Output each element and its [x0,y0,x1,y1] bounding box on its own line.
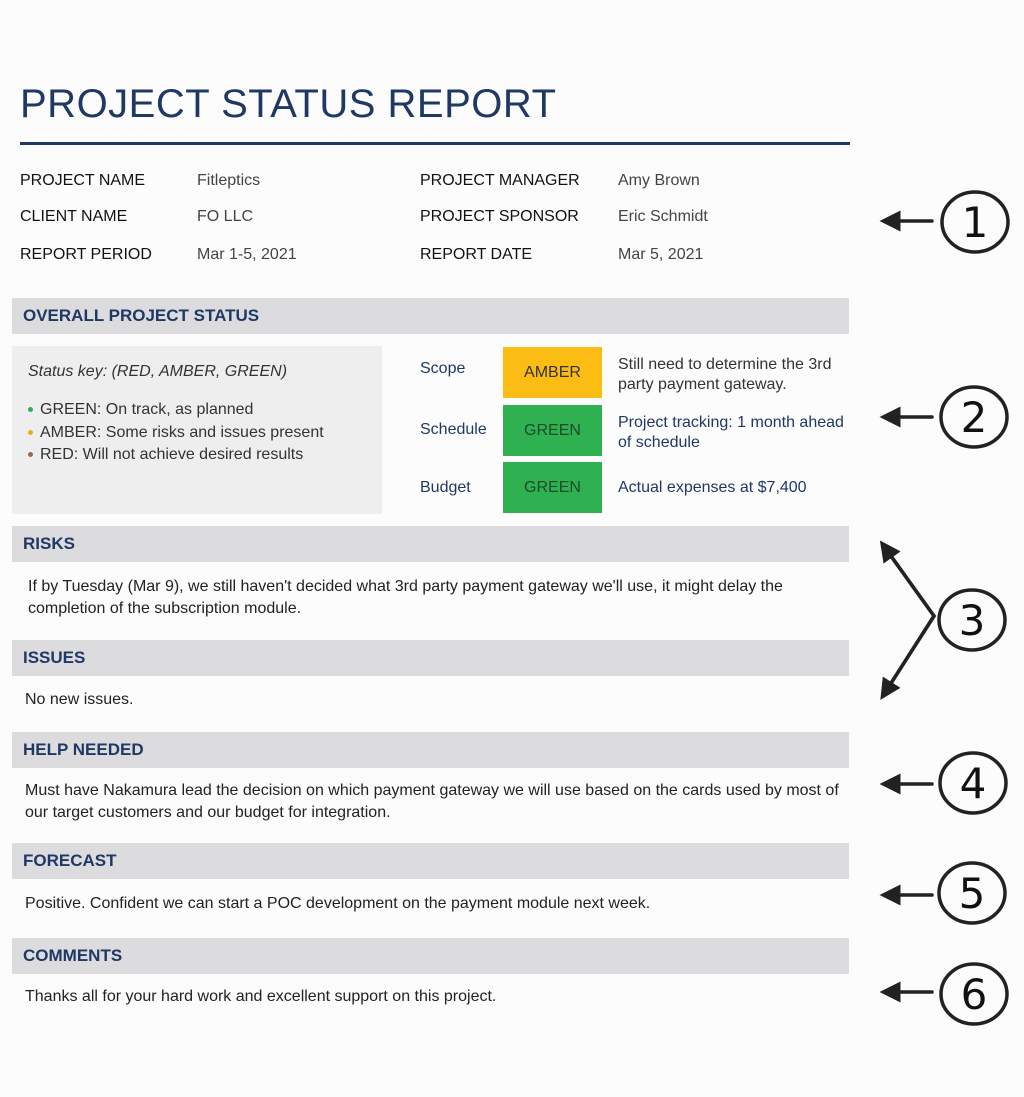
status-key-title: Status key: (RED, AMBER, GREEN) [28,363,288,380]
issues-header: ISSUES [12,640,849,676]
report-period-label: REPORT PERIOD [20,246,152,263]
issues-text: No new issues. [25,691,134,708]
project-sponsor-value: Eric Schmidt [618,208,708,225]
key-item-amber: AMBER: Some risks and issues present [28,422,366,445]
annotation-number-1: 1 [961,198,989,247]
key-item-red: RED: Will not achieve desired results [28,444,366,467]
budget-description: Actual expenses at $7,400 [618,479,807,496]
annotation-number-2: 2 [960,393,988,442]
schedule-label: Schedule [420,421,487,438]
scope-description: Still need to determine the 3rd party payment gateway. [618,356,832,393]
annotation-number-6: 6 [960,970,988,1019]
annotation-number-3: 3 [958,596,986,645]
report-period-value: Mar 1-5, 2021 [197,246,297,263]
report-date-label: REPORT DATE [420,246,533,263]
client-name-value: FO LLC [197,208,254,225]
key-item-green: GREEN: On track, as planned [28,399,366,422]
schedule-description: Project tracking: 1 month ahead of schedule [618,414,844,451]
page-title: PROJECT STATUS REPORT [20,82,557,126]
scope-status-badge: AMBER [503,347,602,398]
annotation-number-4: 4 [959,759,987,808]
report-date-value: Mar 5, 2021 [618,246,704,263]
annotation-number-5: 5 [958,869,986,918]
risks-header: RISKS [12,526,849,562]
project-manager-value: Amy Brown [618,172,700,189]
budget-label: Budget [420,479,471,496]
project-manager-label: PROJECT MANAGER [420,172,580,189]
overall-status-header: OVERALL PROJECT STATUS [12,298,849,334]
budget-status-badge: GREEN [503,462,602,513]
project-name-value: Fitleptics [197,172,261,189]
help-needed-text: Must have Nakamura lead the decision on which payment gateway we will use based on the cards used by most of our target customers and our budget for integration. [25,782,839,821]
help-needed-header: HELP NEEDED [12,732,849,768]
project-sponsor-label: PROJECT SPONSOR [420,208,579,225]
scope-label: Scope [420,360,466,377]
client-name-label: CLIENT NAME [20,208,128,225]
forecast-header: FORECAST [12,843,849,879]
project-name-label: PROJECT NAME [20,172,146,189]
forecast-text: Positive. Confident we can start a POC development on the payment module next week. [25,895,651,912]
comments-header: COMMENTS [12,938,849,974]
double-arrow-icon-3 [888,552,934,688]
schedule-status-badge: GREEN [503,405,602,456]
risks-text: If by Tuesday (Mar 9), we still haven't decided what 3rd party payment gateway we'll use, it might delay the completion of the subscription module. [28,578,783,617]
comments-text: Thanks all for your hard work and excellent support on this project. [25,988,497,1005]
